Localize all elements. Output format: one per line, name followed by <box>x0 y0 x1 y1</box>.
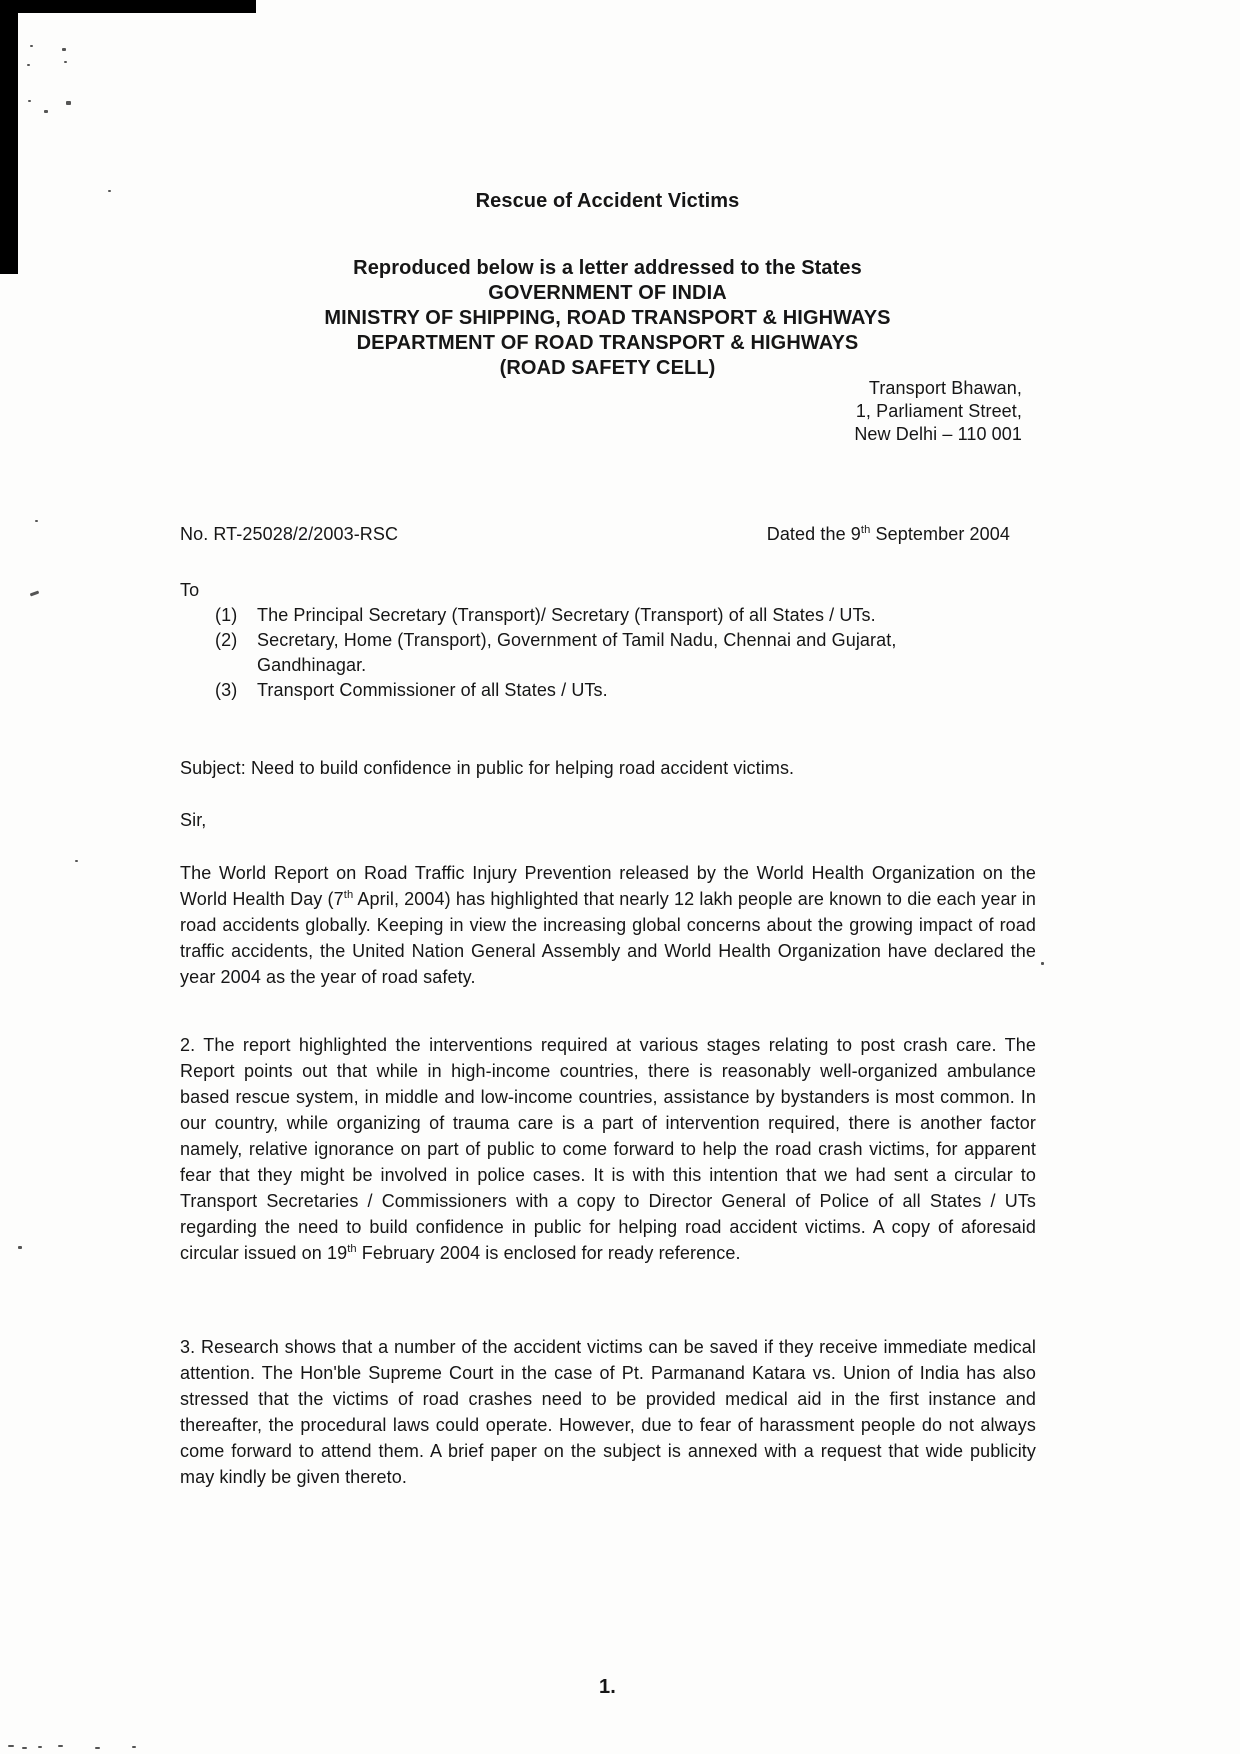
address-line: Transport Bhawan, <box>868 378 1022 398</box>
scan-artifact-top-band <box>0 0 256 13</box>
recipient-line: Gandhinagar. <box>257 655 367 675</box>
scan-speck <box>44 110 48 113</box>
recipient-number: (3) <box>215 680 238 700</box>
scan-speck <box>58 1745 63 1747</box>
recipient-text <box>257 628 1037 678</box>
scan-speck <box>132 1746 136 1748</box>
recipient-item <box>215 603 1037 628</box>
reference-date-row <box>180 524 1035 545</box>
to-label: To <box>180 580 200 600</box>
scan-speck <box>30 45 33 47</box>
scan-speck <box>18 1246 22 1249</box>
date-line: Dated the 9th September 2004 <box>766 524 1010 544</box>
address-line: New Delhi – 110 001 <box>854 424 1022 444</box>
letterhead-department: DEPARTMENT OF ROAD TRANSPORT & HIGHWAYS <box>356 332 859 354</box>
scan-speck <box>27 64 30 66</box>
intro-line: Reproduced below is a letter addressed to the States <box>353 257 862 279</box>
scan-speck <box>30 591 39 597</box>
body-paragraph-2: 2. The report highlighted the interventions required at various stages relating to post crash care. The Report points out that while in high-income countries, there is reasonably well-organized ambulance based rescue system, in middle and low-income countries, assistance by bystanders is most common. In our country, while organizing of trauma care is a part of intervention required, there is another factor namely, relative ignorance on part of public to come forward to help the road crash victims, for apparent fear that they might be involved in police cases. It is with this intention that we had sent a circular to Transport Secretaries / Commissioners with a copy to Director General of Police of all States / UTs regarding the need to build confidence in public for helping road accident victims. A copy of aforesaid circular issued on 19th February 2004 is enclosed for ready reference. <box>180 1035 1036 1263</box>
scan-speck <box>28 100 31 102</box>
recipient-line: Transport Commissioner of all States / UTs. <box>257 680 608 700</box>
scan-speck <box>95 1747 100 1749</box>
scan-speck <box>22 1747 27 1749</box>
letterhead <box>180 256 1035 381</box>
recipient-text <box>257 603 1037 628</box>
reference-number: No. RT-25028/2/2003-RSC <box>180 524 399 544</box>
scan-speck <box>64 61 67 63</box>
body-paragraph-1: The World Report on Road Traffic Injury Prevention released by the World Health Organization on the World Health Day (7th April, 2004) has highlighted that nearly 12 lakh people are known to die each year in road accidents globally. Keeping in view the increasing global concerns about the growing impact of road traffic accidents, the United Nation General Assembly and World Health Organization have declared the year 2004 as the year of road safety. <box>180 863 1036 987</box>
document-title: Rescue of Accident Victims <box>475 190 740 212</box>
recipient-item <box>215 678 1037 703</box>
subject-line: Subject: Need to build confidence in public for helping road accident victims. <box>180 758 795 778</box>
recipient-number: (1) <box>215 605 238 625</box>
scan-speck <box>75 860 78 862</box>
recipient-line: Secretary, Home (Transport), Government of Tamil Nadu, Chennai and Gujarat, <box>257 630 897 650</box>
sender-address <box>854 377 1022 446</box>
recipient-list <box>215 603 1037 703</box>
address-line: 1, Parliament Street, <box>855 401 1022 421</box>
recipient-line: The Principal Secretary (Transport)/ Secretary (Transport) of all States / UTs. <box>257 605 876 625</box>
recipient-number: (2) <box>215 630 238 650</box>
letterhead-government: GOVERNMENT OF INDIA <box>488 282 727 304</box>
scan-speck <box>8 1745 14 1747</box>
scan-speck <box>35 520 38 522</box>
scan-speck <box>108 190 111 192</box>
scan-speck <box>66 101 71 105</box>
scan-speck <box>38 1746 42 1748</box>
scan-speck <box>1041 962 1044 965</box>
letterhead-cell: (ROAD SAFETY CELL) <box>499 357 716 379</box>
body-paragraph-3: 3. Research shows that a number of the accident victims can be saved if they receive immediate medical attention. The Hon'ble Supreme Court in the case of Pt. Parmanand Katara vs. Union of India has also stressed that the victims of road crashes need to be provided medical aid in the first instance and thereafter, the procedural laws could operate. However, due to fear of harassment people do not always come forward to attend them. A brief paper on the subject is annexed with a request that wide publicity may kindly be given thereto. <box>180 1337 1036 1487</box>
recipient-item <box>215 628 1037 678</box>
scan-artifact-left-bar <box>0 0 18 274</box>
recipient-text <box>257 678 1037 703</box>
page-number: 1. <box>599 1676 616 1698</box>
scan-speck <box>62 48 66 51</box>
salutation: Sir, <box>180 810 207 830</box>
letterhead-ministry: MINISTRY OF SHIPPING, ROAD TRANSPORT & HIGHWAYS <box>324 307 891 329</box>
